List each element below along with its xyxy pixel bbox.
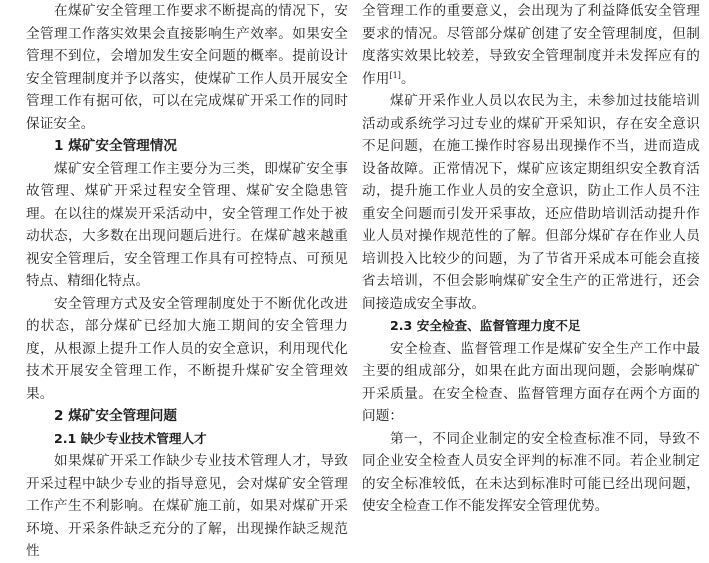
left-paragraph-4: 如果煤矿开采工作缺少专业技术管理人才，导致开采过程中缺少专业的指导意见，会对煤矿安全管理工作产生不利影响。在煤矿施工前，如果对煤矿开采环境、开采条件缺乏充分的了解，出现操作缺乏规范性 (26, 453, 348, 559)
section-1-heading: 1 煤矿安全管理情况 (54, 138, 177, 154)
left-column (26, 0, 348, 563)
right-paragraph-1-end: 。 (401, 70, 415, 87)
right-paragraph-1-text: 全管理工作的重要意义，会出现为了利益降低安全管理要求的情况。尽管部分煤矿创建了安全管理制度，但制度落实效果比较差，导致安全管理制度并未发挥应有的作用 (362, 3, 700, 87)
right-column (362, 0, 700, 518)
section-2-3-heading: 2.3 安全检查、监督管理力度不足 (390, 318, 581, 333)
left-paragraph-3: 安全管理方式及安全管理制度处于不断优化改进的状态，部分煤矿已经加大施工期间的安全管理力度，从根源上提升工作人员的安全意识，利用现代化技术开展安全管理工作，不断提升煤矿安全管理效果。 (26, 295, 348, 402)
citation-ref: [1] (389, 70, 402, 80)
section-2-1-heading: 2.1 缺少专业技术管理人才 (54, 430, 207, 446)
right-paragraph-3: 安全检查、监督管理工作是煤矿安全生产工作中最主要的组成部分，如果在此方面出现问题，会影响煤矿开采质量。在安全检查、监督管理方面存在两个方面的问题： (362, 340, 700, 424)
right-paragraph-4: 第一，不同企业制定的安全检查标准不同，导致不同企业安全检查人员安全评判的标准不同。若企业制定的安全标准较低，在未达到标准时可能已经出现问题，使安全检查工作不能发挥安全管理优势。 (362, 430, 700, 514)
left-paragraph-2: 煤矿安全管理工作主要分为三类，即煤矿安全事故管理、煤矿开采过程安全管理、煤矿安全隐患管理。在以往的煤炭开采活动中，安全管理工作处于被动状态，大多数在出现问题后进行。在煤矿越来越重视安全管理后，安全管理工作具有可控特点、可预见特点、精细化特点。 (26, 160, 348, 289)
right-paragraph-1 (362, 0, 700, 90)
section-2-heading: 2 煤矿安全管理问题 (54, 408, 177, 424)
left-paragraph-1: 在煤矿安全管理工作要求不断提高的情况下，安全管理工作落实效果会直接影响生产效率。如果安全管理不到位，会增加发生安全问题的概率。提前设计安全管理制度并予以落实，使煤矿工作人员开展安全管理工作有据可依，可以在完成煤矿开采工作的同时保证安全。 (26, 3, 348, 132)
right-paragraph-2: 煤矿开采作业人员以农民为主，未参加过技能培训活动或系统学习过专业的煤矿开采知识，存在安全意识不足问题，在施工操作时容易出现操作不当，进而造成设备故障。正常情况下，煤矿应该定期组织安全教育活动，提升施工作业人员的安全意识，防止工作人员不注重安全问题而引发开采事故，还应借助培训活动提升作业人员对操作规范性的了解。但部分煤矿存在作业人员培训投入比较少的问题，为了节省开采成本可能会直接省去培训，不但会影响煤矿安全生产的正常进行，还会间接造成安全事故。 (362, 93, 700, 312)
